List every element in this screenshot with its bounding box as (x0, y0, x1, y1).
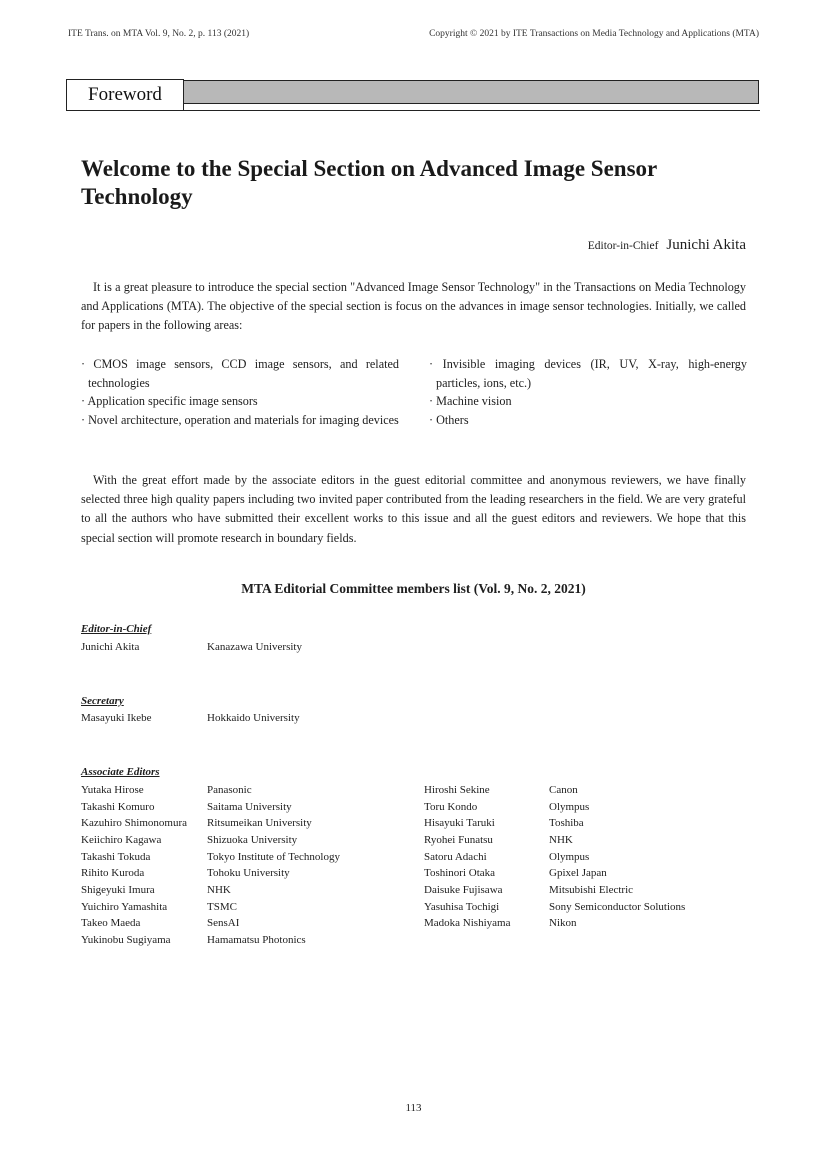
topic-item: · Others (429, 411, 747, 430)
member-name: Hisayuki Taruki (424, 817, 495, 829)
member-name: Yasuhisa Tochigi (424, 901, 500, 913)
member-affiliation: Ritsumeikan University (207, 817, 312, 829)
member-affiliation: Tohoku University (207, 867, 290, 879)
member-name: Kazuhiro Shimonomura (81, 817, 188, 829)
member-affiliation: Olympus (549, 851, 590, 863)
member-affiliation: Nikon (549, 917, 577, 929)
topic-item: · Application specific image sensors (81, 392, 399, 411)
member-name: Takeo Maeda (81, 917, 141, 929)
member-affiliation: Canon (549, 784, 578, 796)
member-name: Hiroshi Sekine (424, 784, 490, 796)
byline (588, 236, 746, 254)
topic-item: · CMOS image sensors, CCD image sensors, and related technologies (81, 355, 399, 392)
member-affiliation: NHK (549, 834, 573, 846)
topic-item: · Invisible imaging devices (IR, UV, X-ray, high-energy particles, ions, etc.) (429, 355, 747, 392)
member-name: Satoru Adachi (424, 851, 487, 863)
member-name: Takashi Komuro (81, 801, 155, 813)
secretary-label: Secretary (81, 695, 124, 707)
section-band-fill (183, 80, 759, 104)
member-name: Junichi Akita (81, 641, 140, 653)
member-affiliation: Panasonic (207, 784, 252, 796)
topic-list-right (429, 355, 747, 429)
intro-paragraph: It is a great pleasure to introduce the special section "Advanced Image Sensor Technology" in the Transactions on Media Technology and Applications (MTA). The objective of the special section is focus on the advances in image sensor technologies. Initially, we called for papers in the following areas: (81, 280, 746, 333)
member-affiliation: Mitsubishi Electric (549, 884, 634, 896)
closing-paragraph: With the great effort made by the associate editors in the guest editorial committee and anonymous reviewers, we have finally selected three high quality papers including two invited paper contributed from the leading researchers in the field. We are very grateful to all the authors who have submitted their excellent works to this issue and all the guest editors and reviewers. We hope that this special section will promote research in boundary fields. (81, 473, 746, 545)
topic-item: · Novel architecture, operation and materials for imaging devices (81, 411, 399, 430)
member-name: Madoka Nishiyama (424, 917, 511, 929)
associate-editors-label: Associate Editors (81, 766, 160, 778)
member-name: Ryohei Funatsu (424, 834, 493, 846)
member-affiliation: Sony Semiconductor Solutions (549, 901, 686, 913)
member-name: Toshinori Otaka (424, 867, 496, 879)
page-number: 113 (405, 1102, 422, 1114)
editor-in-chief-label: Editor-in-Chief (81, 623, 152, 635)
topic-item: · Machine vision (429, 392, 747, 411)
member-name: Daisuke Fujisawa (424, 884, 503, 896)
member-name: Masayuki Ikebe (81, 712, 152, 724)
member-affiliation: Toshiba (549, 817, 584, 829)
running-head-left: ITE Trans. on MTA Vol. 9, No. 2, p. 113 (2021) (68, 29, 250, 39)
article-title: Welcome to the Special Section on Advanced Image Sensor Technology (81, 156, 657, 209)
member-name: Yukinobu Sugiyama (81, 934, 171, 946)
member-affiliation: Hokkaido University (207, 712, 300, 724)
member-name: Toru Kondo (424, 801, 478, 813)
member-name: Takashi Tokuda (81, 851, 151, 863)
member-affiliation: Kanazawa University (207, 641, 302, 653)
section-band (66, 79, 760, 111)
member-name: Rihito Kuroda (81, 867, 145, 879)
member-name: Keiichiro Kagawa (81, 834, 162, 846)
member-affiliation: Hamamatsu Photonics (207, 934, 306, 946)
member-name: Yutaka Hirose (81, 784, 144, 796)
member-affiliation: Saitama University (207, 801, 292, 813)
member-affiliation: Tokyo Institute of Technology (207, 851, 340, 863)
committee-heading: MTA Editorial Committee members list (Vol. 9, No. 2, 2021) (241, 581, 586, 596)
member-affiliation: Olympus (549, 801, 590, 813)
member-name: Yuichiro Yamashita (81, 901, 168, 913)
section-label: Foreword (66, 79, 184, 110)
member-affiliation: TSMC (207, 901, 237, 913)
member-affiliation: NHK (207, 884, 231, 896)
member-affiliation: Shizuoka University (207, 834, 298, 846)
byline-role: Editor-in-Chief (587, 240, 659, 252)
running-head-right: Copyright © 2021 by ITE Transactions on Media Technology and Applications (MTA) (429, 29, 759, 39)
member-affiliation: SensAI (207, 917, 240, 929)
topic-list-left (81, 355, 399, 429)
byline-name: Junichi Akita (666, 237, 746, 253)
member-name: Shigeyuki Imura (81, 884, 155, 896)
member-affiliation: Gpixel Japan (549, 867, 607, 879)
